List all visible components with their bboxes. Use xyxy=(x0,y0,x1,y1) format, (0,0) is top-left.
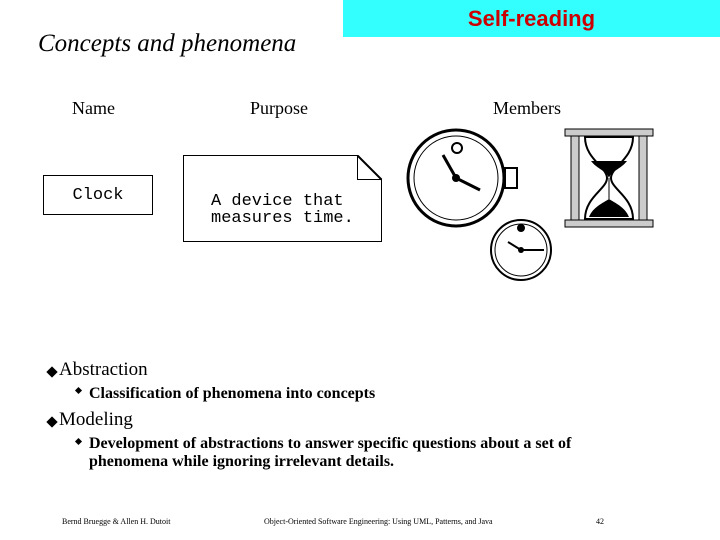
bullet-diamond xyxy=(46,416,57,427)
sub-bullet-classification: Classification of phenomena into concepts xyxy=(89,385,376,402)
page-title: Concepts and phenomena xyxy=(38,30,297,57)
clock-name-box xyxy=(43,175,153,215)
bullet-modeling: Modeling xyxy=(59,409,133,430)
footer-page-number: 42 xyxy=(596,517,604,526)
stopwatch-icon xyxy=(484,218,560,282)
sub-bullet-diamond xyxy=(75,387,82,394)
footer-book: Object-Oriented Software Engineering: Using UML, Patterns, and Java xyxy=(264,517,493,526)
wristwatch-icon xyxy=(400,128,522,228)
column-header-purpose: Purpose xyxy=(250,98,308,118)
column-header-name: Name xyxy=(72,98,115,118)
hourglass-icon xyxy=(563,127,655,229)
purpose-line-1: A device that xyxy=(211,192,344,211)
clock-name: Clock xyxy=(72,185,124,205)
bullet-diamond xyxy=(46,366,57,377)
sub-bullet-development: Development of abstractions to answer specific questions about a set of phenomena while ignoring irrelevant details. xyxy=(89,435,572,470)
bullet-abstraction: Abstraction xyxy=(59,359,148,380)
purpose-line-2: measures time. xyxy=(211,209,354,228)
footer-authors: Bernd Bruegge & Allen H. Dutoit xyxy=(62,517,171,526)
self-reading-badge: Self-reading xyxy=(343,0,720,37)
purpose-text xyxy=(211,193,354,227)
column-header-members: Members xyxy=(493,98,561,118)
sub-bullet-diamond xyxy=(75,438,82,445)
